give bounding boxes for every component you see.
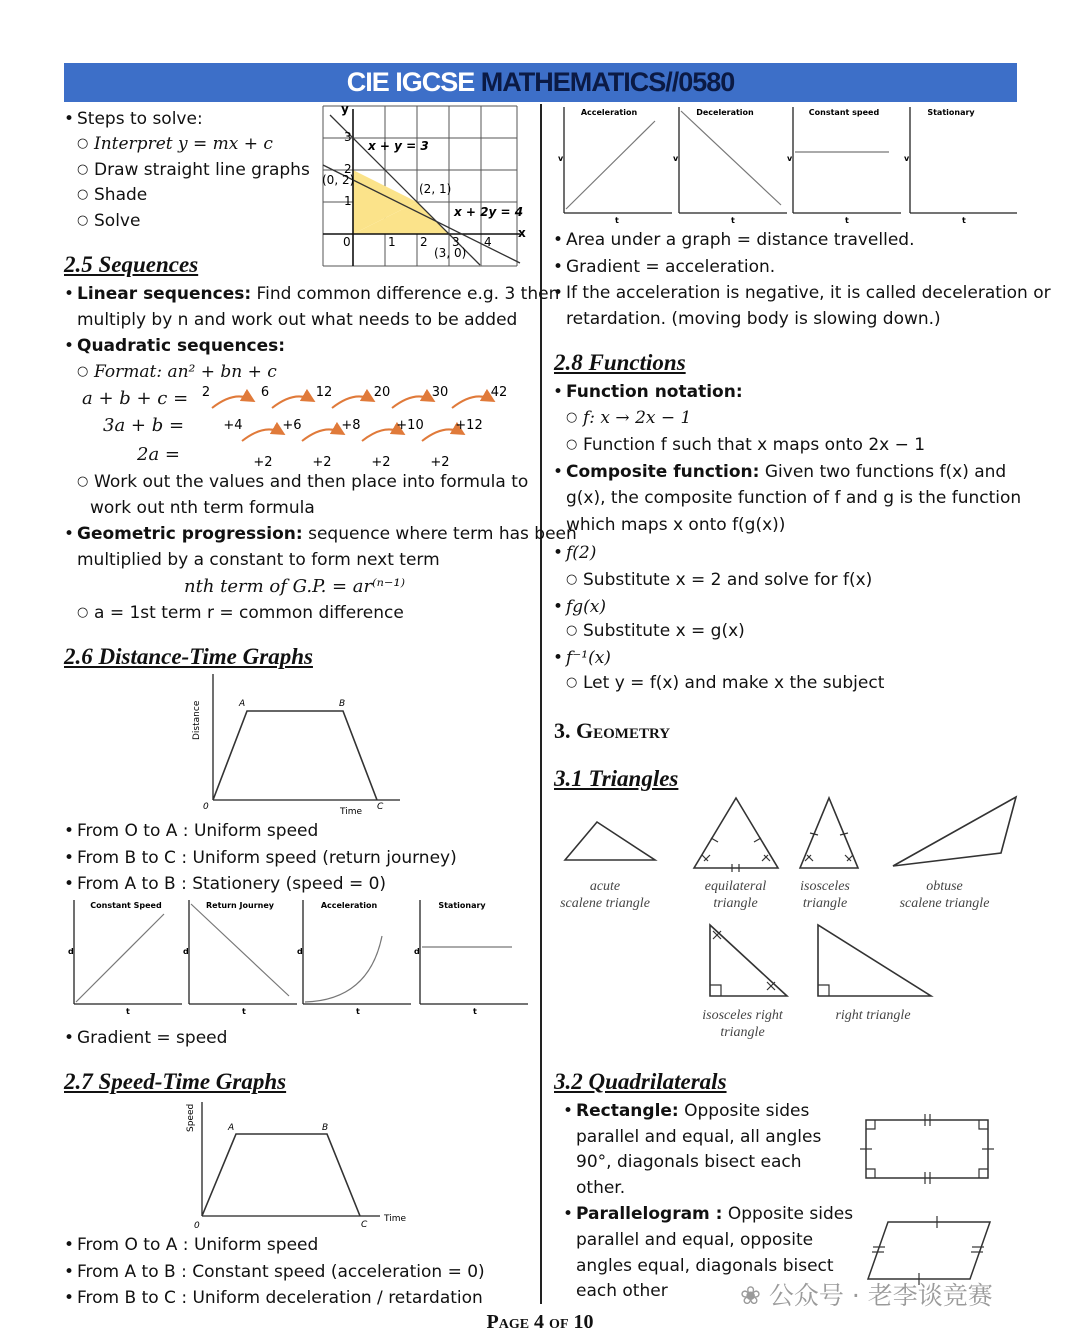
point-label: B [322,1123,329,1133]
graph-label: 3 [452,235,460,249]
watermark: ❀ 公众号 · 老李谈竞赛 [740,1281,993,1310]
geometric-line2: multiplied by a constant to form next term [77,550,440,570]
header-title-part2: MATHEMATICS//0580 [480,67,735,97]
chapter-title-geometry: 3. Geometry [554,718,671,743]
composite-line3: which maps x onto f(g(x)) [566,515,786,535]
mini-axis-label: d [297,947,303,956]
second-diff: +2 [371,455,391,470]
point-label: B [339,699,346,709]
mini-axis-label: t [242,1007,246,1016]
st-bullet: • From O to A : Uniform speed [77,1233,318,1257]
f2-label: • f(2) [566,541,596,565]
parallelogram-line: each other [576,1281,668,1301]
finv-sub: ○ Let y = f(x) and make x the subject [583,671,884,695]
steps-title: • Steps to solve: [77,107,203,131]
seq-value: 30 [431,385,449,400]
notation-2: ○ Function f such that x maps onto 2x − 1 [583,433,925,457]
mini-axis-label: t [126,1007,130,1016]
journey-line [213,711,377,800]
first-diff: +4 [223,418,243,433]
gp-note: ○ a = 1st term r = common difference [94,601,404,625]
mini-graph-title: Stationary [438,901,486,910]
right-triangle [818,925,931,996]
section-title-functions: 2.8 Functions [554,350,686,375]
rectangle-line: parallel and equal, all angles [576,1127,822,1147]
finv-label: • f⁻¹(x) [566,646,611,670]
dt-bullet: • From A to B : Stationery (speed = 0) [77,872,386,896]
dt-bullet: • From B to C : Uniform speed (return journey) [77,846,457,870]
mini-axis-label: v [558,154,564,163]
first-diff: +8 [341,418,361,433]
point-label: A [239,699,246,709]
st-note: • Gradient = acceleration. [566,255,775,279]
speed-time-graph [180,1098,410,1233]
parallelogram-line: parallel and equal, opposite [576,1230,814,1250]
linear-sequences-line2: multiply by n and work out what needs to be added [77,310,518,330]
step-item: ○ Solve [94,209,140,233]
seq-value: 20 [373,385,391,400]
work-out-line2: work out nth term formula [90,498,315,518]
mini-axis-label: t [473,1007,477,1016]
st-note: retardation. (moving body is slowing down.) [566,309,941,329]
f2-sub: ○ Substitute x = 2 and solve for f(x) [583,568,872,592]
quadratic-label: • Quadratic sequences: [77,334,285,358]
triangle-caption: equilateral triangle [704,879,767,911]
graph-label: y [341,103,349,116]
rectangle-line: • Rectangle: Opposite sides [576,1099,809,1123]
geometric-line: • Geometric progression: sequence where term has been [77,522,577,546]
equation-1: a + b + c = [82,388,189,409]
parallelogram-line: • Parallelogram : Opposite sides [576,1202,853,1226]
linear-sequences-line: • Linear sequences: Find common difference e.g. 3 then [77,282,559,306]
notation-1: ○ f: x → 2x − 1 [583,406,691,430]
graph-label: (2, 1) [419,182,452,196]
dt-bullet: • From O to A : Uniform speed [77,819,318,843]
mini-axis-label: v [904,154,910,163]
first-diff: +6 [282,418,302,433]
fg-sub: ○ Substitute x = g(x) [583,619,745,643]
axis-label: Speed [186,1103,196,1132]
axis-label: Distance [192,700,202,740]
second-diff: +2 [253,455,273,470]
mini-axis-label: v [673,154,679,163]
graph-label: 2 [344,162,352,176]
gradient-speed: • Gradient = speed [77,1026,227,1050]
speed-time-mini-graphs [553,103,1019,225]
point-label: C [377,802,384,812]
inequality-graph [320,103,530,268]
st-bullet: • From B to C : Uniform deceleration / retardation [77,1286,483,1310]
acute-scalene-triangle [565,822,655,860]
composite-line2: g(x), the composite function of f and g is the function [566,488,1022,508]
axis-label: Time [384,1214,407,1224]
first-diff: +10 [396,418,424,433]
mini-graph-title: Constant Speed [90,901,162,910]
mini-axis-label: d [414,947,420,956]
parallelogram-line: angles equal, diagonals bisect [576,1256,834,1276]
section-title-triangles: 3.1 Triangles [554,766,679,791]
mini-axis-label: v [787,154,793,163]
section-title-distance-time: 2.6 Distance-Time Graphs [64,644,313,669]
sequence-differences-diagram [190,378,520,473]
work-out-line1: ○ Work out the values and then place into formula to [94,470,528,494]
quadrilateral-diagrams [858,1108,998,1288]
section-title-quadrilaterals: 3.2 Quadrilaterals [554,1069,727,1094]
section-title-speed-time: 2.7 Speed-Time Graphs [64,1069,287,1094]
graph-label: 2 [420,235,428,249]
point-label: 0 [203,802,209,812]
seq-value: 2 [201,385,211,400]
graph-label: x + 2y = 4 [454,205,524,219]
triangle-caption: obtuse scalene triangle [899,879,990,911]
triangle-caption: acute scalene triangle [560,879,650,911]
mini-axis-label: t [731,216,735,225]
first-diff: +12 [455,418,483,433]
triangle-caption: right triangle [835,1008,911,1023]
quadratic-format: ○ Format: an² + bn + c [94,360,277,384]
distance-time-mini-graphs [64,896,530,1018]
fg-label: • fg(x) [566,595,606,619]
graph-label: x [518,226,526,240]
second-diff: +2 [312,455,332,470]
mini-graph-title: Acceleration [320,901,378,910]
st-note: • Area under a graph = distance travelled. [566,228,914,252]
graph-label: 0 [343,235,351,249]
mini-axis-label: t [845,216,849,225]
graph-label: 1 [344,194,352,208]
axis-label: Time [340,807,363,817]
parallelogram-shape [868,1222,990,1279]
document-header [64,63,1017,102]
rectangle-line: 90°, diagonals bisect each [576,1152,802,1172]
function-notation-label: • Function notation: [566,380,743,404]
graph-label: 1 [388,235,396,249]
header-title-part1: CIE IGCSE [346,67,481,97]
acceleration-curve [305,936,382,1002]
mini-graph-title: Stationary [927,108,975,117]
mini-graph-title: Return Journey [206,901,274,910]
gp-formula: nth term of G.P. = ar⁽ⁿ⁻¹⁾ [184,576,406,597]
st-note: • If the acceleration is negative, it is called deceleration or [566,281,1051,305]
mini-axis-label: t [962,216,966,225]
seq-value: 42 [490,385,508,400]
seq-value: 12 [315,385,333,400]
section-title-sequences: 2.5 Sequences [64,252,199,277]
equation-3: 2a = [137,444,180,465]
mini-graph-title: Deceleration [696,108,754,117]
linear-label: Linear sequences: [77,284,252,304]
mini-axis-label: t [615,216,619,225]
obtuse-scalene-triangle [893,797,1016,866]
point-label: C [361,1220,368,1230]
page-footer: Page 4 of 10 [486,1311,594,1333]
mini-graph-title: Acceleration [580,108,638,117]
point-label: 0 [194,1221,200,1231]
triangle-caption: isosceles right triangle [702,1008,783,1040]
second-diff: +2 [430,455,450,470]
mini-axis-label: t [356,1007,360,1016]
rectangle-shape [866,1120,988,1178]
graph-label: 4 [484,235,492,249]
composite-line: • Composite function: Given two functions f(x) and [566,460,1006,484]
rectangle-line: other. [576,1178,626,1198]
st-bullet: • From A to B : Constant speed (acceleration = 0) [77,1260,485,1284]
constant-speed-line [76,914,164,1002]
graph-label: 3 [344,130,352,144]
mini-axis-label: d [183,947,189,956]
return-journey-line [191,904,289,996]
acceleration-line [566,121,655,209]
seq-value: 6 [260,385,270,400]
mini-axis-label: d [68,947,74,956]
step-item: ○ Interpret y = mx + c [94,132,273,156]
triangle-caption: isosceles triangle [800,879,850,911]
point-label: A [228,1123,235,1133]
graph-label: x + y = 3 [368,139,429,153]
distance-time-graph [185,670,410,818]
step-item: ○ Shade [94,183,147,207]
mini-graph-title: Constant speed [808,108,880,117]
graph-label: (0, 2) [322,173,355,187]
journey-line [202,1134,360,1216]
equation-2: 3a + b = [103,415,185,436]
step-item: ○ Draw straight line graphs [94,158,310,182]
graph-label: (3, 0) [434,246,467,260]
deceleration-line [681,111,781,205]
